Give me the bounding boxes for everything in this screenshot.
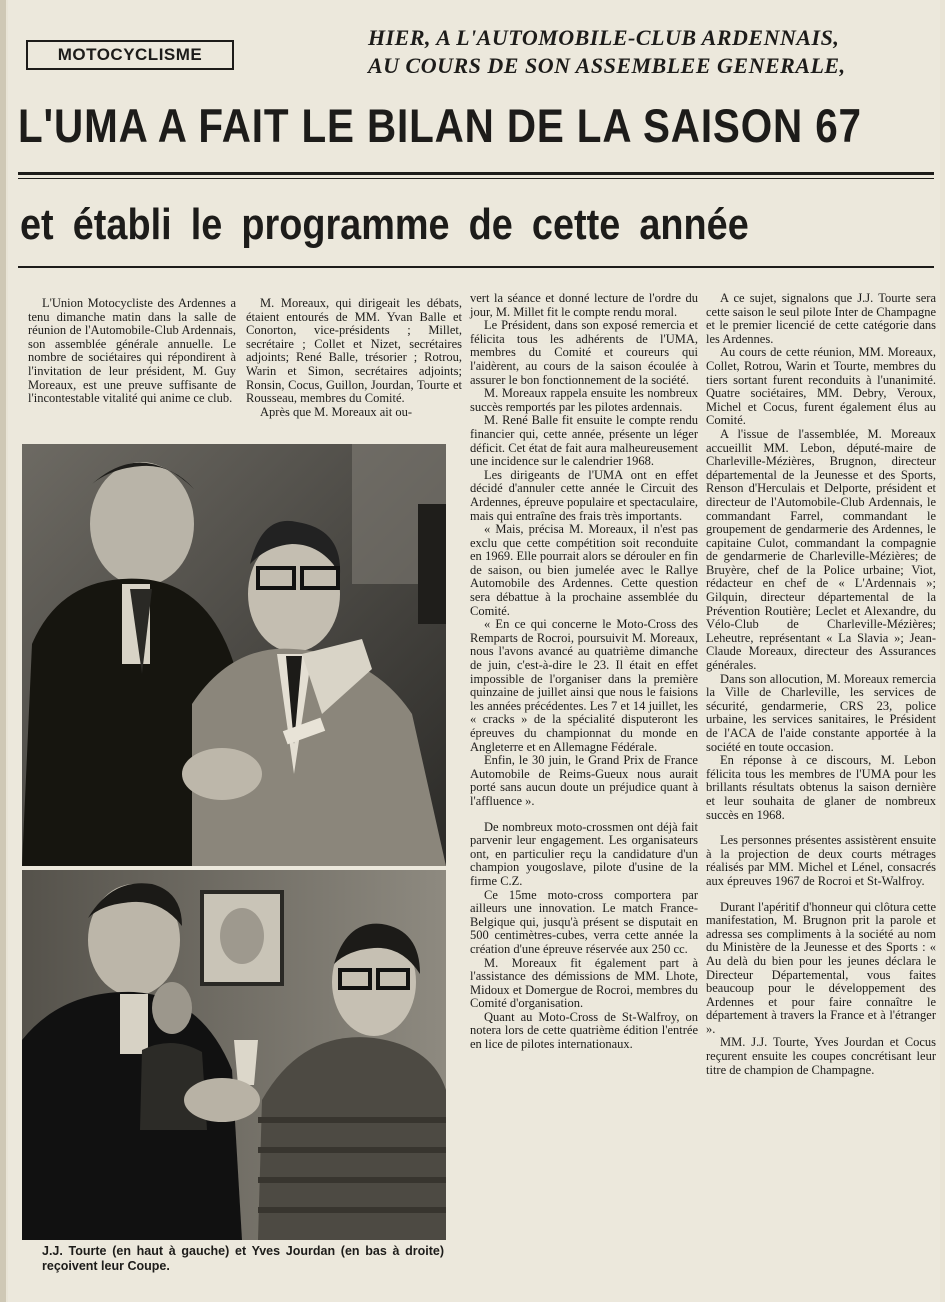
page-fold-shadow <box>0 0 6 1302</box>
kicker-line-2: AU COURS DE SON ASSEMBLEE GENERALE, <box>368 53 846 78</box>
paragraph: M. René Balle fit ensuite le compte rendu financier qui, cette année, présente un léger déficit. Cet état de fait aura malheureusement une incidence sur le calendrier 1968. <box>470 413 698 469</box>
headline: L'UMA A FAIT LE BILAN DE LA SAISON 67 <box>18 99 862 152</box>
paragraph: « Mais, précisa M. Moreaux, il n'est pas exclu que cette compétition soit reconduite en 1969. Elle pourrait alors se dérouler en fin de saison, ou bien jumelée avec le Rallye Automobile des Ardennes. Cette question sera débattue à la prochaine assemblée du Comité. <box>470 522 698 618</box>
photo-caption: J.J. Tourte (en haut à gauche) et Yves Jourdan (en bas à droite) reçoivent leur Coupe. <box>42 1244 444 1273</box>
headline-rule-thin <box>18 178 934 179</box>
subhead-rule <box>18 266 934 268</box>
paragraph: En réponse à ce discours, M. Lebon félicita tous les membres de l'UMA pour les brillants résultats obtenus la saison dernière et leur souhaita de glaner de nombreux succès en 1968. <box>706 753 936 822</box>
paragraph: M. Moreaux, qui dirigeait les débats, étaient entourés de MM. Yvan Balle et Conorton, vice-présidents ; Millet, secrétaire ; Collet et Nizet, secrétaires adjoints; René Balle, trésorier ; Rotrou, Warin et Simon, secrétaires adjoints; Ronsin, Cocus, Guillon, Jourdan, Tourte et Rousseau, membres du Comité. <box>246 296 462 406</box>
paragraph: Le Président, dans son exposé remercia et félicita tous les adhérents de l'UMA, membres du Comité et coureurs qui l'aidèrent, au cours de la saison écoulée à assurer le bon fonctionnement de la société. <box>470 318 698 387</box>
photo-top <box>22 444 446 866</box>
headline-rule-thick <box>18 172 934 175</box>
paragraph: MM. J.J. Tourte, Yves Jourdan et Cocus reçurent ensuite les coupes concrétisant leur titre de champion de Champagne. <box>706 1035 936 1077</box>
section-rubric: MOTOCYCLISME <box>26 40 234 70</box>
paragraph: M. Moreaux fit également part à l'assistance des démissions de MM. Lhote, Midoux et Domergue de Rocroi, membres du Comité d'organisation. <box>470 955 698 1011</box>
subheadline: et établi le programme de cette année <box>20 200 749 249</box>
paragraph: Les dirigeants de l'UMA ont en effet décidé d'annuler cette année le Circuit des Ardennes, épreuve populaire et spectaculaire, mais qui entraîne des frais très importants. <box>470 467 698 523</box>
kicker <box>368 24 846 80</box>
paragraph: M. Moreaux rappela ensuite les nombreux succès remportés par les pilotes ardennais. <box>470 386 698 414</box>
photo-trophy-presentation-upper-image <box>22 444 446 866</box>
article-column-4 <box>706 292 936 1077</box>
paragraph: Dans son allocution, M. Moreaux remercia la Ville de Charleville, les services de sécurité, gendarmerie, CRS 23, police urbaine, les services sanitaires, le Président de l'ACA de l'aide constante apportée à la société en toute occasion. <box>706 671 936 754</box>
paragraph: Durant l'apéritif d'honneur qui clôtura cette manifestation, M. Brugnon prit la parole et adressa ses compliments à la société au nom du Ministère de la Jeunesse et des Sports : « Au delà du bien pour les jeunes déclara le Directeur Départemental, vous faites beaucoup pour le développement des Ardennes et pour faire connaître le département à travers la France et à l'étranger ». <box>706 899 936 1036</box>
paragraph: Après que M. Moreaux ait ou- <box>260 404 413 419</box>
article-column-1 <box>28 297 236 406</box>
photo-bottom <box>22 870 446 1240</box>
paragraph: Ce 15me moto-cross comportera par ailleurs une innovation. Le match France-Belgique qui, jusqu'à présent se disputait en 500 centimètres-cubes, verra cette année la création d'une épreuve réservée aux 250 cc. <box>470 887 698 956</box>
paragraph: « En ce qui concerne le Moto-Cross des Remparts de Rocroi, poursuivit M. Moreaux, nous l'avons avancé au quatrième dimanche de juin, c'est-à-dire le 23. Il était en effet impossible de l'organiser dans la première quinzaine de juillet ainsi que nous le faisions les années précédentes. Les 7 et 14 juillet, les « cracks » de la spécialité disputeront les épreuves du championnat du monde en Angleterre et en Allemagne Fédérale. <box>470 617 698 754</box>
paragraph: Enfin, le 30 juin, le Grand Prix de France Automobile de Reims-Gueux nous aurait porté sans aucun doute un préjudice quant à l'affluence ». <box>470 753 698 808</box>
paragraph: A l'issue de l'assemblée, M. Moreaux accueillit MM. Lebon, député-maire de Charleville-Mézières, Brugnon, directeur départemental de la Jeunesse et des Sports, Renson d'Herculais et Delporte, président et directeur de l'Automobile-Club Ardennais, le commandant Farrel, commandant le groupement de gendarmerie des Ardennes, le capitaine Culot, commandant la compagnie de gendarmerie de Charleville-Mézières; de Bruyère, chef de la Police urbaine; Viot, rédacteur en chef de « L'Ardennais »; Gilquin, directeur départemental de la Prévention Routière; Leclet et Alexandre, du Vélo-Club de Charleville-Mézières; Leheutre, représentant « La Slavia »; Jean-Claude Moreaux, directeur des Assurances générales. <box>706 426 936 673</box>
paragraph: De nombreux moto-crossmen ont déjà fait parvenir leur engagement. Les organisateurs ont, en particulier reçu la candidature d'un champion yougoslave, pilote d'usine de la firme C.Z. <box>470 819 698 888</box>
paragraph: Les personnes présentes assistèrent ensuite à la projection de deux courts métrages réalisés par MM. Michel et Lénel, consacrés aux épreuves 1967 de Rocroi et St-Walfroy. <box>706 833 936 888</box>
photo-trophy-presentation-lower-image <box>22 870 446 1240</box>
kicker-line-1: HIER, A L'AUTOMOBILE-CLUB ARDENNAIS, <box>368 25 840 50</box>
paragraph: vert la séance et donné lecture de l'ordre du jour, M. Millet fit le compte rendu moral. <box>470 291 698 319</box>
paragraph: L'Union Motocycliste des Ardennes a tenu dimanche matin dans la salle de réunion de l'Automobile-Club Ardennais, son assemblée générale annuelle. Le nombre de sociétaires qui répondirent à l'invitation de leur président, M. Guy Moreaux, est une preuve suffisante de l'incontestable vitalité qui anime ce club. <box>28 296 236 406</box>
paragraph: A ce sujet, signalons que J.J. Tourte sera cette saison le seul pilote Inter de Champagne et le premier licencié de cette catégorie dans les Ardennes. <box>706 291 936 346</box>
article-column-3 <box>470 292 698 1052</box>
article-column-2 <box>246 297 462 419</box>
paragraph: Quant au Moto-Cross de St-Walfroy, on notera lors de cette quatrième édition l'entrée en lice de pilotes internationaux. <box>470 1009 698 1052</box>
paragraph: Au cours de cette réunion, MM. Moreaux, Collet, Rotrou, Warin et Tourte, membres du tiers sortant furent reconduits à l'unanimité. Quatre sociétaires, MM. Debry, Veroux, Michel et Cocus, furent également élus au Comité. <box>706 345 936 428</box>
